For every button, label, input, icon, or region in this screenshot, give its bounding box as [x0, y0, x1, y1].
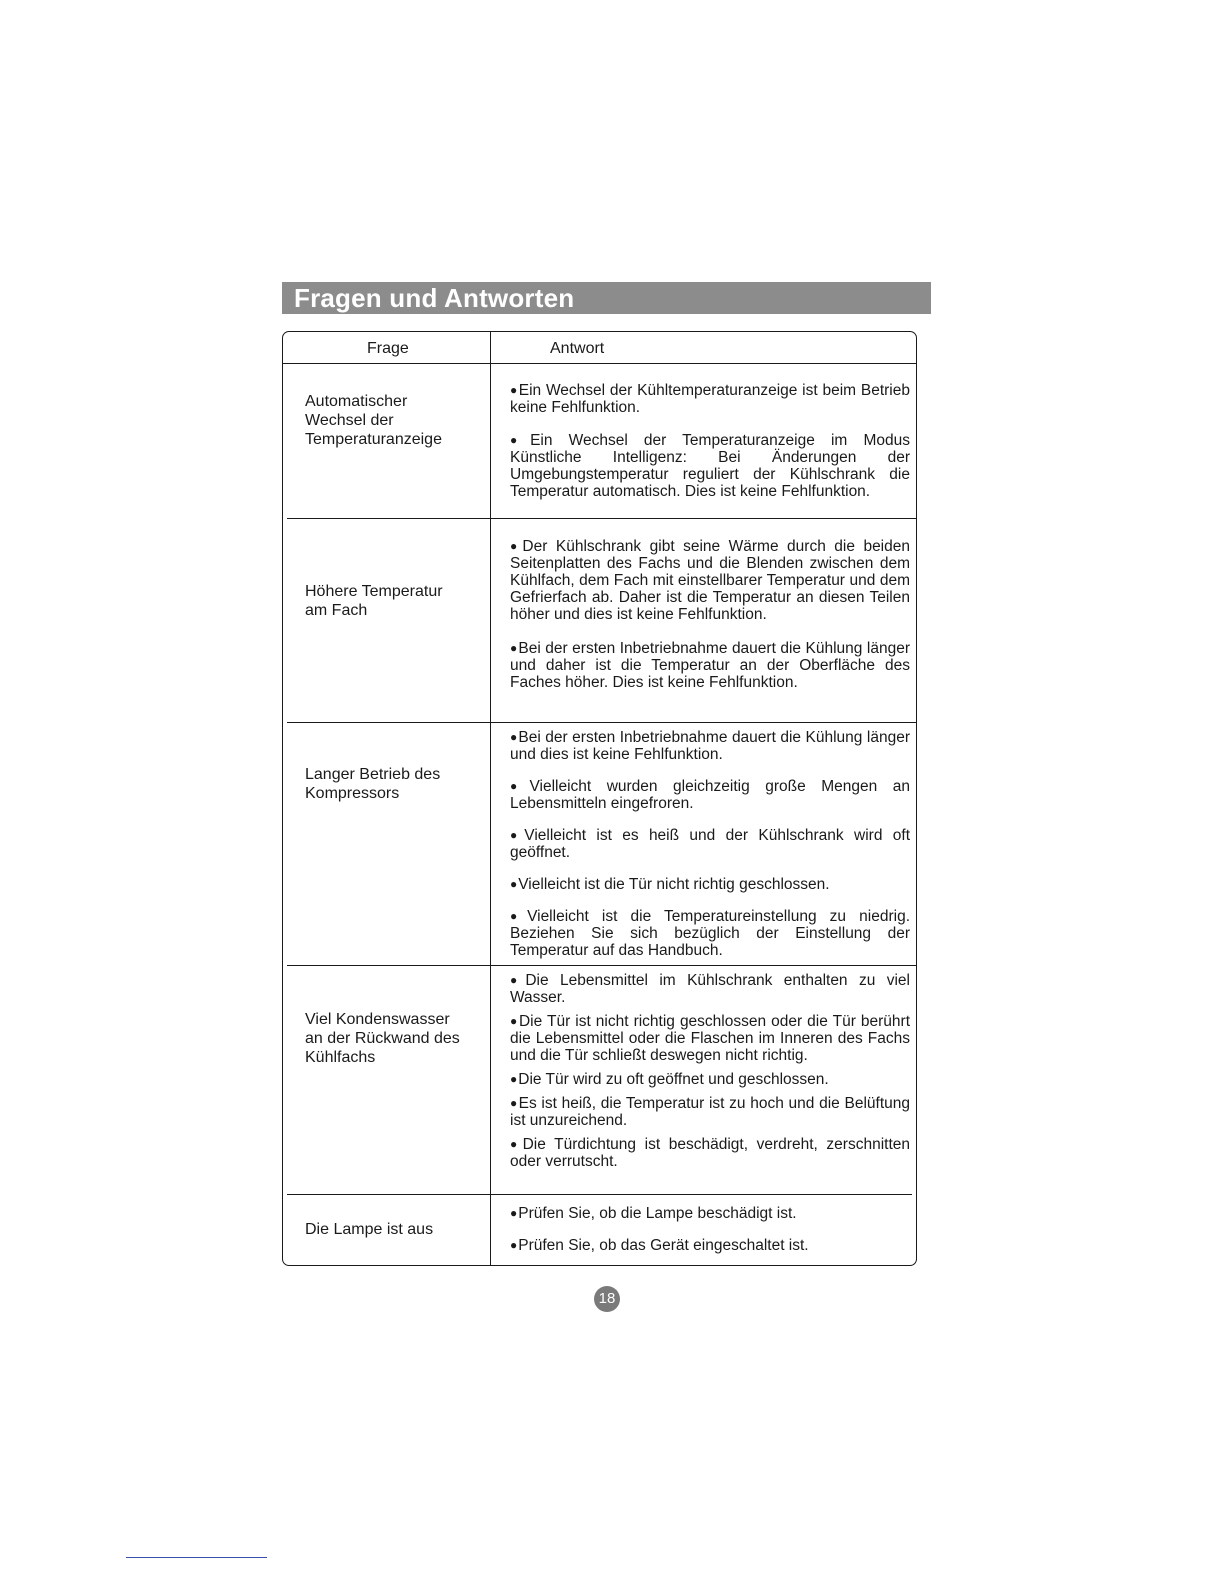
answer-cell [510, 972, 910, 1170]
answer-item: ●Die Türdichtung ist beschädigt, verdreht, zerschnitten oder verrutscht. [510, 1136, 910, 1170]
answer-item: ●Es ist heiß, die Temperatur ist zu hoch und die Belüftung ist unzureichend. [510, 1095, 910, 1129]
row-divider [287, 518, 916, 519]
row-divider [287, 965, 916, 966]
bullet-icon: ● [510, 1137, 522, 1151]
answer-item: ●Ein Wechsel der Temperaturanzeige im Modus Künstliche Intelligenz: Bei Änderungen der Umgebungstemperatur reguliert der Kühlschrank die Temperatur automatisch. Dies ist keine Fehlfunktion. [510, 432, 910, 500]
row-divider [287, 1194, 912, 1195]
question-cell: Langer Betrieb des Kompressors [305, 766, 441, 802]
answer-item: ●Die Lebensmittel im Kühlschrank enthalten zu viel Wasser. [510, 972, 910, 1006]
row-divider [287, 722, 916, 723]
bullet-icon: ● [510, 641, 518, 655]
qa-table [282, 331, 917, 1266]
answer-column-header: Antwort [550, 340, 605, 357]
footer-rule [126, 1557, 267, 1558]
bullet-icon: ● [510, 828, 524, 842]
answer-item: ●Vielleicht ist die Temperatureinstellung zu niedrig. Beziehen Sie sich bezüglich der Einstellung der Temperatur auf das Handbuch. [510, 908, 910, 959]
bullet-icon: ● [510, 1206, 518, 1220]
answer-item: ●Vielleicht wurden gleichzeitig große Mengen an Lebensmitteln eingefroren. [510, 778, 911, 812]
question-column-header: Frage [367, 340, 409, 357]
answer-item: ●Prüfen Sie, ob die Lampe beschädigt ist. [510, 1205, 797, 1222]
answer-cell [510, 382, 910, 500]
question-cell: Automatischer Wechsel der Temperaturanzeige [305, 393, 442, 448]
answer-cell [510, 1205, 910, 1254]
answer-item: ●Die Tür ist nicht richtig geschlossen oder die Tür berührt die Lebensmittel oder die Flaschen im Inneren des Fachs und die Tür schließt deswegen nicht richtig. [510, 1013, 911, 1064]
header-rule [283, 363, 916, 364]
answer-item: ●Bei der ersten Inbetriebnahme dauert die Kühlung länger und dies ist keine Fehlfunktion. [510, 729, 910, 763]
bullet-icon: ● [510, 730, 518, 744]
bullet-icon: ● [510, 877, 518, 891]
question-cell: Viel Kondenswasser an der Rückwand des Kühlfachs [305, 1011, 460, 1066]
bullet-icon: ● [510, 1238, 518, 1252]
answer-item: ●Der Kühlschrank gibt seine Wärme durch die beiden Seitenplatten des Fachs und die Blenden zwischen dem Kühlfach, dem Fach mit einstellbarer Temperatur und dem Gefrierfach ab. Daher ist die Temperatur an diesen Teilen höher und dies ist keine Fehlfunktion. [510, 538, 910, 623]
bullet-icon: ● [510, 1072, 518, 1086]
answer-item: ●Die Tür wird zu oft geöffnet und geschlossen. [510, 1071, 829, 1088]
bullet-icon: ● [510, 433, 530, 447]
bullet-icon: ● [510, 909, 527, 923]
bullet-icon: ● [510, 383, 518, 397]
page-number-badge: 18 [594, 1286, 620, 1312]
answer-cell [510, 729, 910, 959]
answer-item: ●Prüfen Sie, ob das Gerät eingeschaltet ist. [510, 1237, 809, 1254]
bullet-icon: ● [510, 779, 529, 793]
bullet-icon: ● [510, 1096, 518, 1110]
question-cell: Die Lampe ist aus [305, 1221, 434, 1238]
answer-cell [510, 538, 910, 691]
bullet-icon: ● [510, 1014, 518, 1028]
answer-item: ●Vielleicht ist die Tür nicht richtig geschlossen. [510, 876, 830, 893]
question-cell: Höhere Temperatur am Fach [305, 583, 443, 619]
bullet-icon: ● [510, 539, 522, 553]
answer-item: ●Bei der ersten Inbetriebnahme dauert die Kühlung länger und daher ist die Temperatur an der Oberfläche des Faches höher. Dies ist keine Fehlfunktion. [510, 640, 910, 691]
bullet-icon: ● [510, 973, 525, 987]
answer-item: ●Vielleicht ist es heiß und der Kühlschrank wird oft geöffnet. [510, 827, 911, 861]
answer-item: ●Ein Wechsel der Kühltemperaturanzeige ist beim Betrieb keine Fehlfunktion. [510, 382, 910, 416]
section-title: Fragen und Antworten [282, 282, 931, 314]
column-divider [490, 332, 491, 1265]
